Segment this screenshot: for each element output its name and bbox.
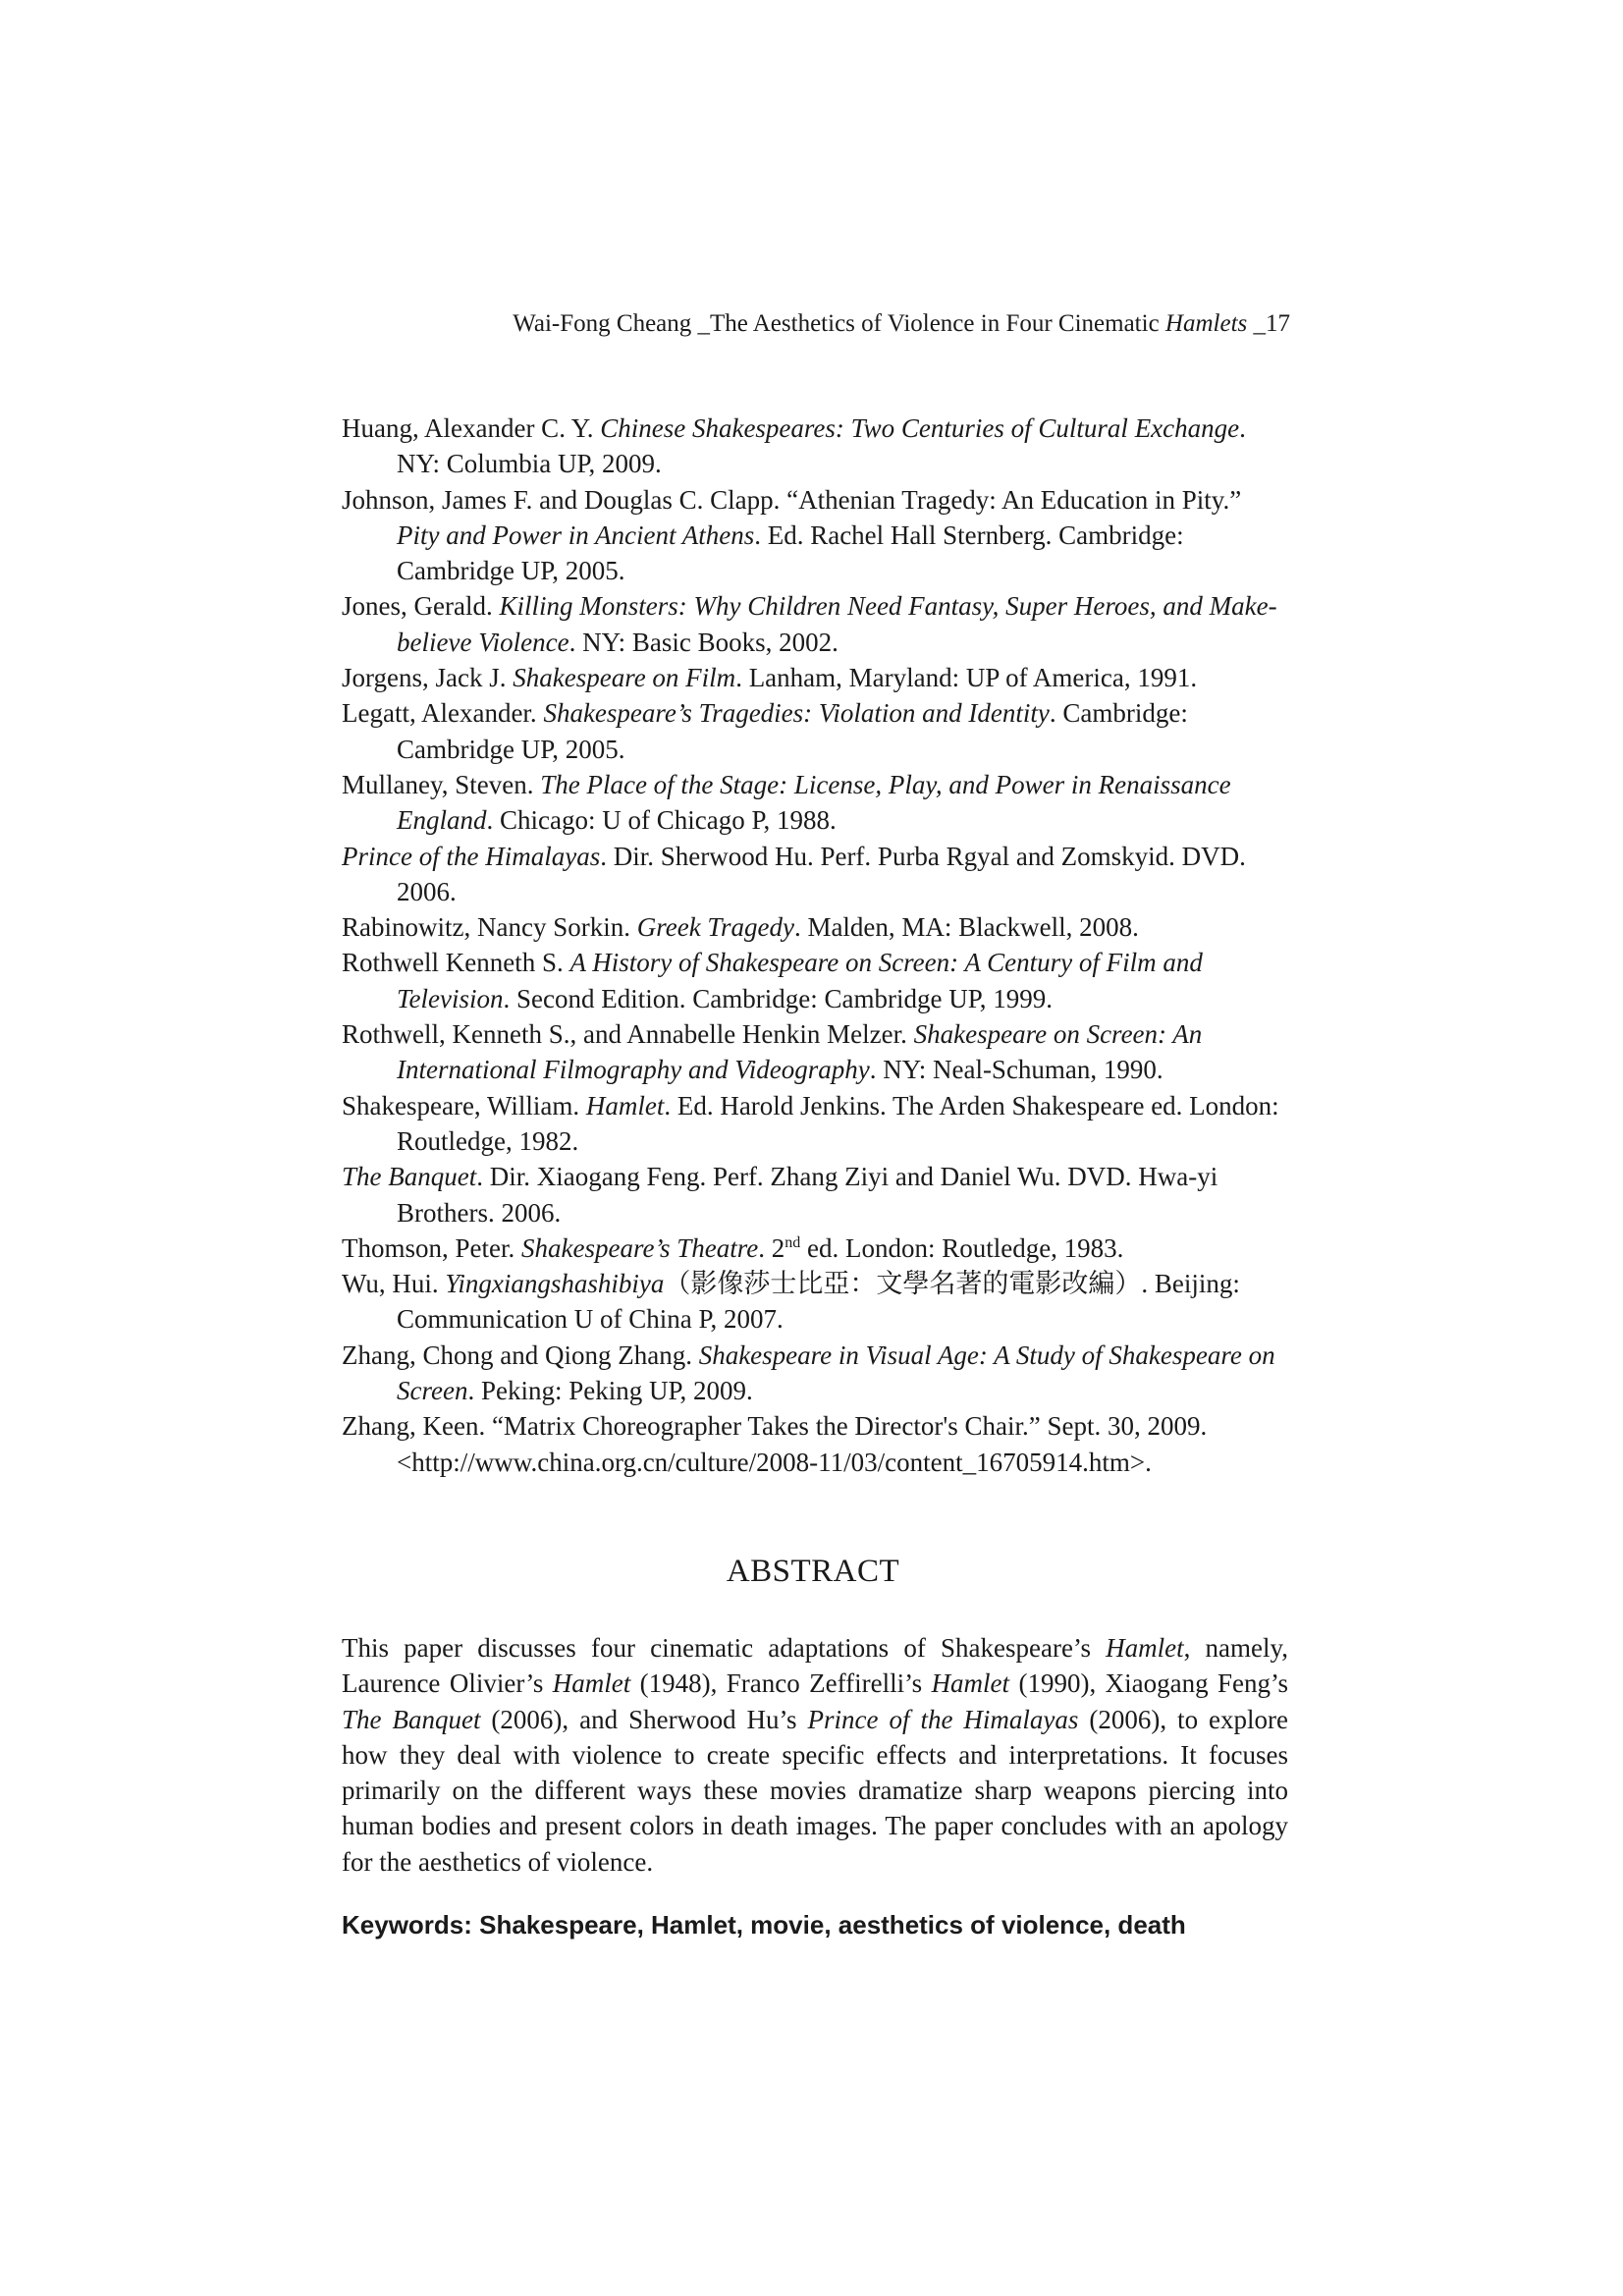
text-run: . Second Edition. Cambridge: Cambridge UP, 1999.: [503, 983, 1053, 1013]
header-page: _17: [1247, 310, 1290, 337]
reference-entry: [342, 1230, 1284, 1266]
reference-entry: [342, 1088, 1284, 1160]
text-run: , namely, Laurence Olivier’s: [342, 1633, 1289, 1699]
text-run: Zhang, Chong and Qiong Zhang.: [342, 1339, 699, 1370]
text-run: . 2: [758, 1232, 785, 1263]
keywords: Keywords: Shakespeare, Hamlet, movie, aesthetics of violence, death: [342, 1910, 1186, 1940]
text-run: . Chicago: U of Chicago P, 1988.: [486, 805, 837, 836]
reference-entry: [342, 1338, 1284, 1409]
text-run: Johnson, James F. and Douglas C. Clapp. “Athenian Tragedy: An Education in Pity.”: [342, 484, 1242, 515]
text-run: (1990), Xiaogang Feng’s: [1009, 1668, 1288, 1699]
reference-entry: [342, 1408, 1284, 1480]
italic-title: The Banquet: [342, 1704, 481, 1734]
reference-entry: [342, 945, 1284, 1016]
references-list: [342, 410, 1284, 1480]
italic-title: Greek Tragedy: [636, 912, 794, 943]
text-run: Zhang, Keen. “Matrix Choreographer Takes the Director's Chair.” Sept. 30, 2009. <http://www.china.org.cn/culture/2008-11/03/content_16705914.htm>.: [342, 1411, 1208, 1477]
italic-title: Yingxiangshashibiya: [445, 1269, 665, 1299]
text-run: . Dir. Xiaogang Feng. Perf. Zhang Ziyi and Daniel Wu. DVD. Hwa-yi Brothers. 2006.: [397, 1162, 1218, 1228]
text-run: Mullaney, Steven.: [342, 769, 541, 799]
reference-entry: [342, 695, 1284, 767]
reference-entry: [342, 767, 1284, 839]
text-run: （影像莎士比亞：文學名著的電影改編）. Beijing: Communication U of China P, 2007.: [397, 1269, 1240, 1335]
text-run: This paper discusses four cinematic adaptations of Shakespeare’s: [342, 1633, 1107, 1663]
text-run: (2006), to explore how they deal with violence to create specific effects and interpretations. It focuses primarily on the different ways these movies dramatize sharp weapons piercing into human bodies and present colors in death images. The paper concludes with an apology for the aesthetics of violence.: [342, 1704, 1288, 1877]
text-run: Wu, Hui.: [342, 1269, 446, 1299]
italic-title: Pity and Power in Ancient Athens: [397, 519, 755, 550]
italic-title: Hamlet: [1106, 1633, 1184, 1663]
italic-title: Prince of the Himalayas: [342, 841, 601, 871]
italic-title: Prince of the Himalayas: [807, 1704, 1079, 1734]
reference-entry: [342, 839, 1284, 910]
text-run: . Peking: Peking UP, 2009.: [467, 1376, 753, 1406]
text-run: Rothwell Kenneth S.: [342, 948, 570, 978]
text-run: . Lanham, Maryland: UP of America, 1991.: [735, 663, 1198, 693]
italic-title: Hamlet: [931, 1668, 1010, 1699]
italic-title: Shakespeare’s Tragedies: Violation and Identity: [543, 698, 1050, 729]
reference-entry: [342, 588, 1284, 660]
text-run: . Malden, MA: Blackwell, 2008.: [793, 912, 1139, 943]
italic-title: The Banquet: [342, 1162, 477, 1192]
italic-title: The Place of the Stage: License, Play, and Power in Renaissance England: [397, 769, 1231, 836]
reference-entry: [342, 660, 1284, 695]
italic-title: Shakespeare on Film: [513, 663, 736, 693]
text-run: Jorgens, Jack J.: [342, 663, 514, 693]
text-run: Rabinowitz, Nancy Sorkin.: [342, 912, 637, 943]
italic-title: Hamlet: [585, 1090, 665, 1121]
italic-title: Chinese Shakespeares: Two Centuries of Cultural Exchange: [600, 413, 1240, 443]
text-run: Thomson, Peter.: [342, 1232, 521, 1263]
text-run: . NY: Neal-Schuman, 1990.: [869, 1055, 1163, 1085]
text-run: (1948), Franco Zeffirelli’s: [630, 1668, 932, 1699]
running-header: [503, 307, 1290, 341]
superscript: nd: [784, 1233, 801, 1251]
italic-title: Shakespeare on Screen: An International Filmography and Videography: [397, 1019, 1203, 1085]
text-run: ed. London: Routledge, 1983.: [800, 1232, 1124, 1263]
header-italic: Hamlets: [1164, 310, 1248, 337]
abstract-title: ABSTRACT: [726, 1554, 900, 1589]
reference-entry: [342, 1159, 1284, 1230]
text-run: . NY: Columbia UP, 2009.: [397, 413, 1246, 479]
text-run: (2006), and Sherwood Hu’s: [480, 1704, 808, 1734]
reference-entry: [342, 1016, 1284, 1088]
reference-entry: [342, 1266, 1284, 1338]
italic-title: Shakespeare in Visual Age: A Study of Shakespeare on Screen: [397, 1339, 1275, 1406]
text-run: Rothwell, Kenneth S., and Annabelle Henkin Melzer.: [342, 1019, 914, 1050]
text-run: . Ed. Harold Jenkins. The Arden Shakespeare ed. London: Routledge, 1982.: [397, 1090, 1279, 1156]
text-run: . Ed. Rachel Hall Sternberg. Cambridge: Cambridge UP, 2005.: [397, 519, 1184, 586]
text-run: . NY: Basic Books, 2002.: [568, 627, 839, 657]
text-run: Huang, Alexander C. Y.: [342, 413, 601, 443]
text-run: . Dir. Sherwood Hu. Perf. Purba Rgyal and Zomskyid. DVD. 2006.: [397, 841, 1246, 906]
header-text: Wai-Fong Cheang _The Aesthetics of Violence in Four Cinematic: [513, 310, 1165, 337]
text-run: Jones, Gerald.: [342, 591, 500, 622]
reference-entry: [342, 410, 1284, 482]
italic-title: Hamlet: [552, 1668, 631, 1699]
italic-title: Killing Monsters: Why Children Need Fantasy, Super Heroes, and Make-believe Violence: [397, 591, 1277, 657]
reference-entry: [342, 909, 1284, 945]
italic-title: Shakespeare’s Theatre: [521, 1232, 759, 1263]
italic-title: A History of Shakespeare on Screen: A Century of Film and Television: [397, 948, 1203, 1013]
reference-entry: [342, 482, 1284, 589]
text-run: . Cambridge: Cambridge UP, 2005.: [397, 698, 1188, 764]
text-run: Legatt, Alexander.: [342, 698, 544, 729]
abstract-body: [342, 1630, 1288, 1880]
text-run: Shakespeare, William.: [342, 1090, 586, 1121]
